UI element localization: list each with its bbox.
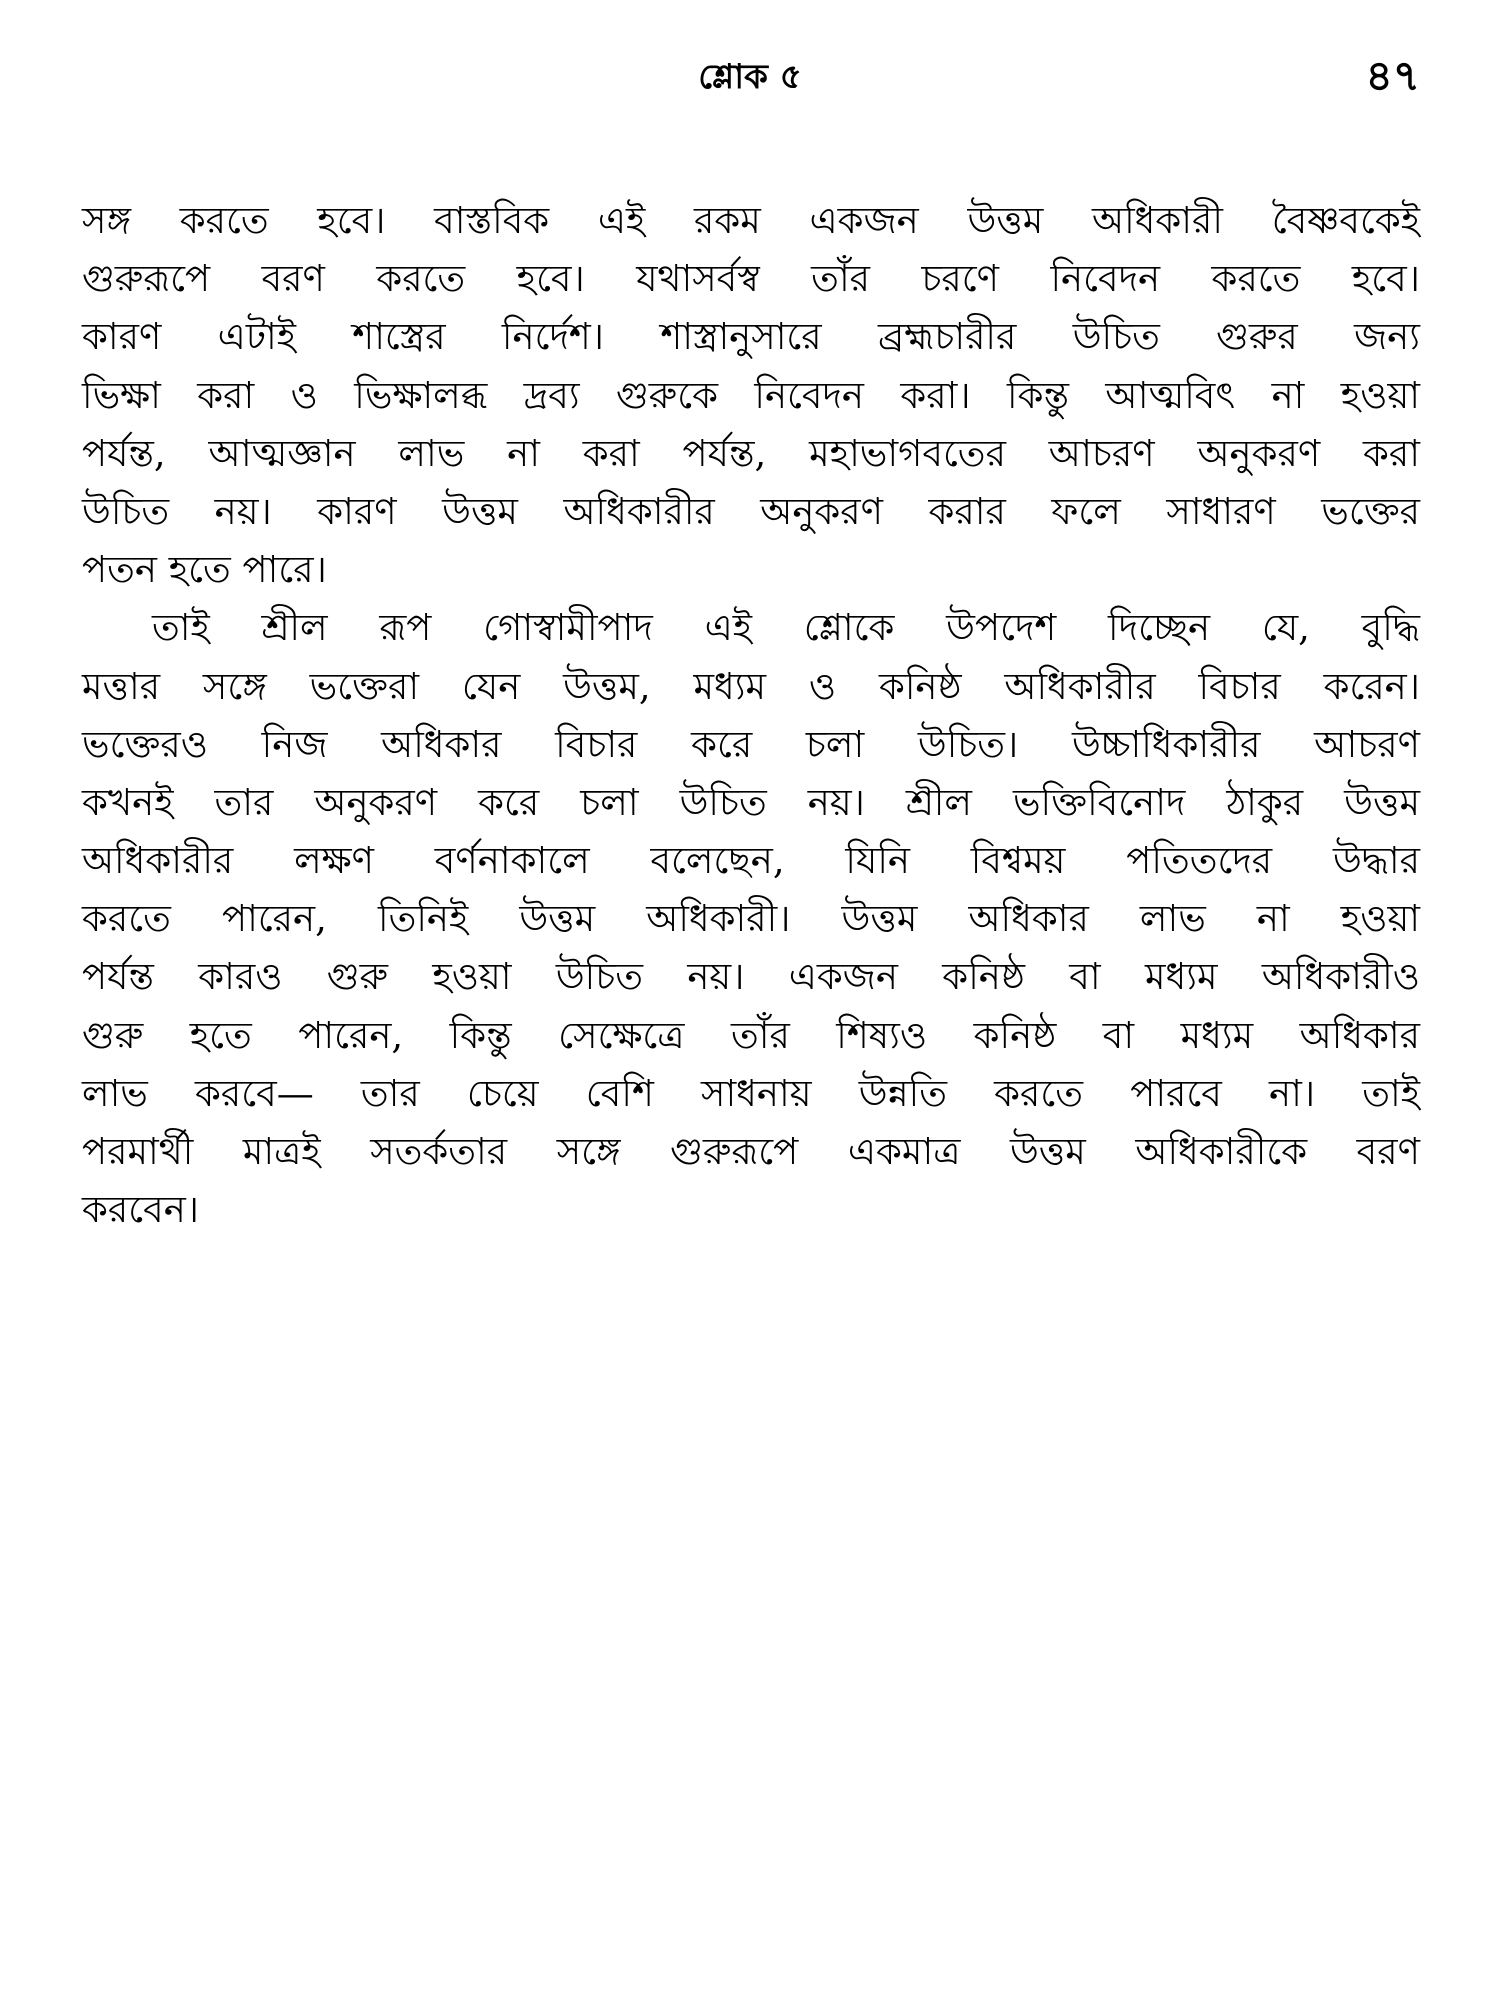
- text-line: কখনই তার অনুকরণ করে চলা উচিত নয়। শ্রীল ভক্তিবিনোদ ঠাকুর উত্তম: [82, 780, 1420, 824]
- text-line: ভক্তেরও নিজ অধিকার বিচার করে চলা উচিত। উচ্চাধিকারীর আচরণ: [82, 722, 1420, 766]
- text-line: পর্যন্ত, আত্মজ্ঞান লাভ না করা পর্যন্ত, মহাভাগবতের আচরণ অনুকরণ করা: [82, 431, 1420, 475]
- text-line: গুরু হতে পারেন, কিন্তু সেক্ষেত্রে তাঁর শিষ্যও কনিষ্ঠ বা মধ্যম অধিকার: [82, 1013, 1420, 1057]
- text-line: তাই শ্রীল রূপ গোস্বামীপাদ এই শ্লোকে উপদেশ দিচ্ছেন যে, বুদ্ধি: [152, 606, 1420, 650]
- text-line: কারণ এটাই শাস্ত্রের নির্দেশ। শাস্ত্রানুসারে ব্রহ্মচারীর উচিত গুরুর জন্য: [82, 315, 1420, 359]
- text-line: মত্তার সঙ্গে ভক্তেরা যেন উত্তম, মধ্যম ও কনিষ্ঠ অধিকারীর বিচার করেন।: [82, 664, 1420, 708]
- paragraph-2: [82, 599, 1420, 1239]
- text-line: ভিক্ষা করা ও ভিক্ষালব্ধ দ্রব্য গুরুকে নিবেদন করা। কিন্তু আত্মবিৎ না হওয়া: [82, 373, 1420, 417]
- text-line: করতে পারেন, তিনিই উত্তম অধিকারী। উত্তম অধিকার লাভ না হওয়া: [82, 897, 1420, 941]
- running-title: শ্লোক ৫: [698, 57, 802, 97]
- text-line: পতন হতে পারে।: [82, 548, 327, 592]
- page-number: ৪৭: [1365, 51, 1420, 100]
- text-line: গুরুরূপে বরণ করতে হবে। যথাসর্বস্ব তাঁর চরণে নিবেদন করতে হবে।: [82, 257, 1420, 301]
- text-line: অধিকারীর লক্ষণ বর্ণনাকালে বলেছেন, যিনি বিশ্বময় পতিতদের উদ্ধার: [82, 839, 1420, 883]
- text-line: লাভ করবে— তার চেয়ে বেশি সাধনায় উন্নতি করতে পারবে না। তাই: [82, 1071, 1420, 1115]
- text-line: করবেন।: [82, 1188, 200, 1232]
- text-line: পরমার্থী মাত্রই সতর্কতার সঙ্গে গুরুরূপে একমাত্র উত্তম অধিকারীকে বরণ: [82, 1130, 1420, 1173]
- paragraph-1: [82, 192, 1420, 599]
- text-line: পর্যন্ত কারও গুরু হওয়া উচিত নয়। একজন কনিষ্ঠ বা মধ্যম অধিকারীও: [82, 955, 1420, 999]
- body-text: [82, 192, 1420, 1239]
- text-line: উচিত নয়। কারণ উত্তম অধিকারীর অনুকরণ করার ফলে সাধারণ ভক্তের: [82, 489, 1420, 533]
- text-line: সঙ্গ করতে হবে। বাস্তবিক এই রকম একজন উত্তম অধিকারী বৈষ্ণবকেই: [82, 199, 1420, 242]
